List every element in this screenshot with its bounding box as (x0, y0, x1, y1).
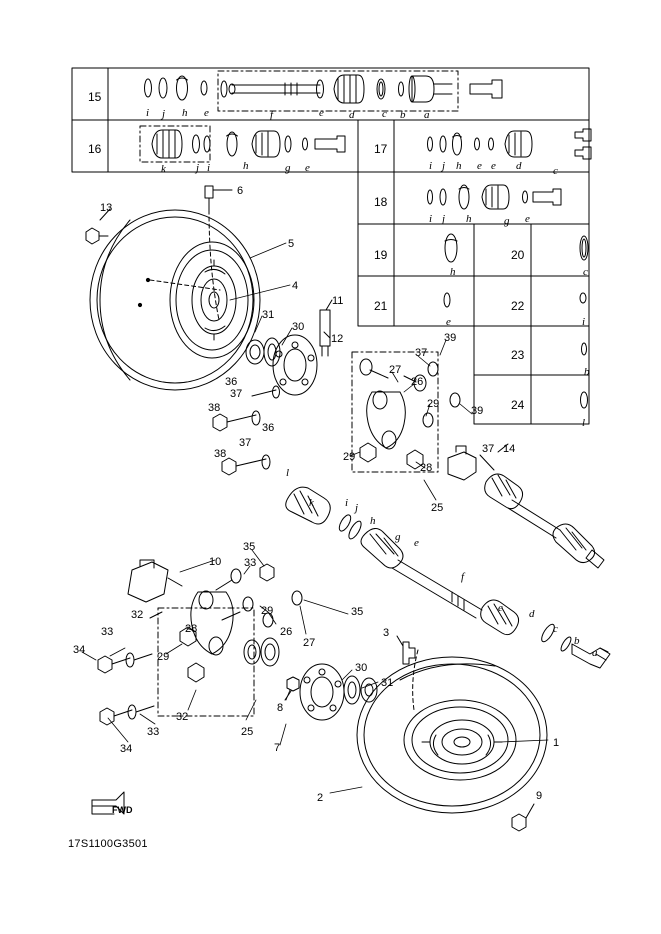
sub-letter-i: i (345, 497, 349, 509)
callout-20: 20 (511, 248, 525, 262)
callout-23: 23 (511, 348, 525, 362)
callout-16: 16 (88, 142, 102, 156)
sub-letter-l: l (582, 417, 586, 429)
sub-letter-j: j (162, 108, 166, 120)
callout-31: 31 (262, 309, 275, 321)
callout-38: 38 (214, 448, 227, 460)
callout-30: 30 (355, 662, 368, 674)
callout-12: 12 (331, 333, 344, 345)
callout-37: 37 (239, 437, 252, 449)
sub-letter-e: e (305, 162, 310, 174)
callout-32: 32 (176, 711, 189, 723)
sub-letter-c: c (583, 266, 588, 278)
sub-letter-k: k (309, 497, 314, 509)
callout-22: 22 (511, 299, 525, 313)
sub-letter-c: c (553, 623, 558, 635)
wheel-nut-9 (512, 804, 534, 831)
sub-letter-h: h (243, 160, 249, 172)
callout-36: 36 (262, 422, 275, 434)
sub-letter-g: g (395, 531, 401, 543)
sub-letter-a: a (592, 647, 598, 659)
fwd-label: FWD (112, 805, 133, 815)
callout-38: 38 (208, 402, 221, 414)
callout-15: 15 (88, 90, 102, 104)
sub-letter-e: e (446, 316, 451, 328)
steering-knuckle-lower (128, 557, 302, 716)
callout-27: 27 (303, 637, 316, 649)
callout-25: 25 (431, 502, 444, 514)
sub-letter-j: j (196, 162, 200, 174)
sub-letter-e: e (525, 213, 530, 225)
callout-34: 34 (120, 743, 133, 755)
sub-letter-f: f (270, 109, 274, 121)
callout-33: 33 (244, 557, 257, 569)
sub-letter-e: e (414, 537, 419, 549)
callout-37: 37 (230, 388, 243, 400)
callout-35: 35 (243, 541, 256, 553)
callout-4: 4 (292, 280, 299, 292)
callout-25: 25 (241, 726, 254, 738)
sub-letter-i: i (429, 213, 433, 225)
sub-letter-e: e (477, 160, 482, 172)
callout-33: 33 (147, 726, 160, 738)
callout-6: 6 (237, 185, 244, 197)
parts-table-grid (72, 68, 589, 424)
callout-8: 8 (277, 702, 284, 714)
callout-9: 9 (536, 790, 543, 802)
sub-letter-g: g (504, 215, 510, 227)
callout-28: 28 (420, 462, 433, 474)
callout-29: 29 (343, 451, 356, 463)
front-left-tire (90, 210, 260, 390)
callout-39: 39 (444, 332, 457, 344)
callout-37: 37 (482, 443, 495, 455)
sub-letter-h: h (466, 213, 472, 225)
callout-2: 2 (317, 792, 324, 804)
callout-19: 19 (374, 248, 388, 262)
sub-letter-i: i (146, 107, 150, 119)
sub-letter-i: i (207, 162, 211, 174)
callout-18: 18 (374, 195, 388, 209)
callout-35: 35 (351, 606, 364, 618)
sub-letter-h: h (370, 515, 376, 527)
callout-11: 11 (332, 295, 344, 307)
sub-letter-e: e (498, 602, 503, 614)
callout-13: 13 (100, 202, 113, 214)
row15-parts (145, 71, 503, 111)
callout-39: 39 (471, 405, 484, 417)
callout-31: 31 (381, 677, 394, 689)
left-front-axle (286, 487, 610, 668)
sub-letter-c: c (553, 165, 558, 177)
row18-parts (428, 185, 562, 209)
callout-29: 29 (427, 398, 440, 410)
wheel-nut-13 (86, 209, 110, 244)
callout-26: 26 (280, 626, 293, 638)
sub-letter-b: b (584, 366, 590, 378)
callout-29: 29 (261, 605, 274, 617)
sub-letter-b: b (574, 635, 580, 647)
callout-32: 32 (131, 609, 144, 621)
front-right-tire (357, 650, 547, 813)
sub-letter-h: h (456, 160, 462, 172)
callout-28: 28 (185, 623, 198, 635)
sub-letter-e: e (204, 107, 209, 119)
callout-30: 30 (292, 321, 305, 333)
sub-letter-l: l (286, 467, 290, 479)
row16-parts (140, 126, 345, 162)
callout-5: 5 (288, 238, 295, 250)
callout-10: 10 (209, 556, 222, 568)
sub-letter-i: i (429, 160, 433, 172)
sub-letter-a: a (424, 109, 430, 121)
callout-24: 24 (511, 398, 525, 412)
steering-knuckle-upper (352, 352, 460, 472)
sub-letter-e: e (319, 107, 324, 119)
callout-17: 17 (374, 142, 388, 156)
sub-letter-e: e (491, 160, 496, 172)
sub-letter-d: d (516, 160, 522, 172)
callout-37: 37 (415, 347, 428, 359)
callout-27: 27 (389, 364, 402, 376)
sub-letter-j: j (442, 213, 446, 225)
callout-1: 1 (553, 737, 560, 749)
sub-letter-c: c (382, 108, 387, 120)
sub-letter-h: h (450, 266, 456, 278)
callout-36: 36 (225, 376, 238, 388)
sub-letter-j: j (442, 160, 446, 172)
callout-14: 14 (503, 443, 516, 455)
callout-29: 29 (157, 651, 170, 663)
sub-letter-h: h (182, 107, 188, 119)
sub-letter-k: k (161, 163, 166, 175)
row17-parts (428, 129, 592, 159)
part-number: 17S1100G3501 (68, 838, 148, 850)
sub-letter-g: g (285, 162, 291, 174)
sub-letter-b: b (400, 109, 406, 121)
callout-26: 26 (411, 376, 424, 388)
sub-letter-d: d (349, 109, 355, 121)
sub-letter-f: f (461, 571, 465, 583)
callout-34: 34 (73, 644, 86, 656)
sub-letter-d: d (529, 608, 535, 620)
leader-lines-a (230, 243, 292, 345)
right-front-axle (448, 444, 604, 568)
callout-3: 3 (383, 627, 390, 639)
sub-letter-i: i (582, 316, 586, 328)
callout-21: 21 (374, 299, 388, 313)
sub-letter-j: j (355, 502, 359, 514)
callout-33: 33 (101, 626, 114, 638)
callout-7: 7 (274, 742, 281, 754)
